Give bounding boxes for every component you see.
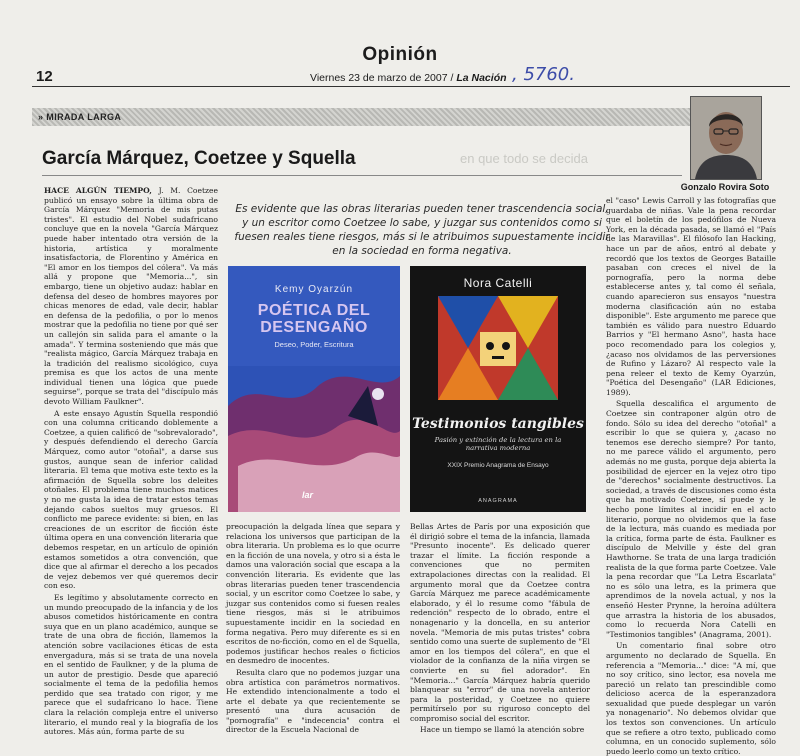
book1-title: POÉTICA DEL DESENGAÑO (257, 302, 371, 336)
dateline-separator: / (447, 72, 457, 84)
handwritten-annotation: , 5760. (512, 64, 575, 85)
headline-rule (42, 175, 682, 176)
book1-publisher-logo: lar (302, 490, 314, 500)
paragraph: Un comentario final sobre otro argumento no declarado de Squella. En referencia a "Memoria..." dice: "A mí, que no soy crítico, sino lector, esa novela me pareció un relato tan prescindible como delicioso acerca de la esperanzadora sexualidad que puede desplegar un varón ya nonagenario". No debemos olvidar que los textos son convenciones. Un artículo que se refiere a otro texto, publicado como columna, en un conocido suplemento, sólo puedo leerlo como un texto crítico. (606, 641, 776, 756)
paragraph (44, 186, 218, 407)
book2-title: Testimonios tangibles (412, 416, 584, 432)
book-cover-testimonios (410, 266, 586, 512)
author-byline: Gonzalo Rovira Soto (680, 182, 770, 192)
book2-author: Nora Catelli (463, 276, 533, 290)
book-cover-poetica (228, 266, 400, 512)
author-photo (690, 96, 762, 180)
author-portrait-icon (691, 97, 761, 179)
header-rule (32, 86, 790, 87)
lead-in: HACE ALGÚN TIEMPO, (44, 186, 152, 195)
book2-subtitle: Pasión y extinción de la lectura en la narrativa moderna (434, 436, 562, 452)
paragraph: Squella descalifica el argumento de Coetzee sin contraponer algún otro de fondo. Sólo su idea del derecho "otoñal" a escribir lo que se quiera y, ¿acaso no tenemos ese derecho siempre? Por tanto, no me parece válido el argumento, pero además no me gusta, porque deja abierta la posibilidad de ejercer en la vejez otro tipo de "derechos" socialmente destructivos. La sociedad, a través de discusiones como ésta que ha motivado Coetzee, sí puede y le hecho pone límites al incidir en el acto literario, porque no olvidemos que la fase de la lectura, más cuando es mediada por la crítica, forma parte de ésta. Faulkner es discípulo de Melville y éste del gran Hawthorne. Se trata de una larga tradición realista de la que forma parte Coetzee. Vale la pena recordar que "La Letra Escarlata" no es sólo una letra, es la primera que aprendimos de la novela actual, y nos la enseñó Hester Prynne, la heroína adúltera que arrastra la historia de los abusados, como lo recuerda Nora Catelli en "Testimonios tangibles" (Anagrama, 2001). (606, 399, 776, 639)
paragraph: Bellas Artes de París por una exposición que él dirigió sobre el tema de la infancia, llamada "Presunto inocente". Es delicado querer trazar el límite. La ficción responde a convenciones que no permiten extrapolaciones directas con la realidad. El argumento moral que da Coetzee contra García Márquez me parece académicamente elaborado, y él lo resume como "fábula de redención" respecto de lo obrado, entre el nonagenario y la doncella, en su anterior novela. "Memoria de mis putas tristes" cobra sentido como una suerte de suplemento de "El amor en los tiempos del cólera", en que el violador de la confianza de la niña virgen se convierte en su fiel adorador". En "Memoria..." García Márquez habría querido blanquear su "error" de una novela anterior para la posteridad, y Coetzee no quiere permitírselo por su riguroso concepto del compromiso social del escritor. (410, 522, 590, 723)
book2-prize: XXIX Premio Anagrama de Ensayo (447, 462, 549, 469)
column-label: » MIRADA LARGA (38, 112, 122, 122)
newspaper-name: La Nación (456, 72, 507, 84)
publication-date: Viernes 23 de marzo de 2007 (310, 72, 448, 84)
dateline (310, 72, 507, 84)
book1-author: Kemy Oyarzún (274, 284, 354, 295)
book1-subtitle: Deseo, Poder, Escritura (274, 340, 354, 349)
article-column-1 (44, 186, 219, 737)
paragraph: preocupación la delgada línea que separa y relaciona los universos que participan de la obra literaria. Un problema es lo que ocurre en la ficción de una novela, y otro si a ésta le damos una valoración social que escapa a la convención literaria. Es evidente que las obras literarias pueden tener trascendencia social, y un escritor como Coetzee lo sabe, y juzgar sus contenidos como si fuesen reales tiene riesgos, más si le atribuimos supuestamente incidir en la sociedad en forma negativa. Pero muy diferente es si en escritos de no-ficción, como en el de Squella, podemos justificar hechos reales o ficticios en desmedro de inocentes. (226, 522, 400, 666)
paragraph: A este ensayo Agustín Squella respondió con una columna criticando doblemente a Coetzee, a quien calificó de "sobrevalorado", y después defendiendo el derecho García Márquez, como autor "otoñal", a darse sus gustos, aunque sean de inferior calidad literaria. El tema que motiva este texto es la afirmación de Squella sobre los deleites otoñales. El problema tiene muchos matices y no me gusta la idea de tratar estos temas dejando cabos sueltos muy gruesos. El conflicto me parece evidente: si bien, en las creaciones de un escritor de ficción éste última opera en una convención literaria que debemos respetar, en un artículo de opinión estamos sometidos a otra convención, que dice que al afirmar el derecho a los pecados de vejez debemos ver qué queremos decir con eso. (44, 408, 218, 591)
book-cover-art-icon (410, 266, 586, 512)
pull-quote: Es evidente que las obras literarias pueden tener trascendencia social, y un escritor como Coetzee lo sabe, y juzgar sus contenidos como si fuesen reales tiene riesgos, más si le atribuimos supuestamente incidir en la sociedad en forma negativa. (234, 203, 610, 257)
bleed-through-text: en que todo se decida (460, 151, 588, 166)
book2-publisher: ANAGRAMA (478, 498, 518, 504)
paragraph: el "caso" Lewis Carroll y las fotografías que guardaba de niñas. Vale la pena recordar que el boletín de los pedófilos de Nueva York, en la década pasada, se llamó el "País de las Maravillas". El filósofo Ian Hacking, hace un par de años, entró al debate y recordó que los textos de Georges Bataille pasaban con creces el nivel de la pornografía, pero la norma debe establecerse antes y, tal como él señala, cuando aparecieron sus ensayos "nuestra moderna clasificación aún no estaba disponible". Este argumento me parece que también es válido para nuestro Eduardo Barrios y "El hermano Asno", hasta hace poco recomendado para los colegios y, ¿acaso nos olvidamos de las perversiones de Rufino y Lázaro? Al respecto vale la pena releer el texto de Kemy Oyarzún, "Poética del Desengaño" (LAR Ediciones, 1989). (606, 196, 776, 397)
article-headline: García Márquez, Coetzee y Squella (42, 148, 356, 169)
paragraph: Hace un tiempo se llamó la atención sobre (420, 725, 585, 735)
paragraph: Resulta claro que no podemos juzgar una obra artística con parámetros normativos. He extendido intencionalmente a todo el arte el debate ya que recientemente se presentó una dura acusación de "pornografía" e "indecencia" contra el director de la Escuela Nacional de (226, 667, 400, 735)
article-column-2 (226, 522, 400, 735)
column-band (32, 108, 690, 126)
page-number: 12 (36, 68, 53, 85)
article-column-4 (606, 196, 776, 756)
section-title: Opinión (362, 44, 438, 65)
paragraph: Es legítimo y absolutamente correcto en un mundo preocupado de la infancia y de los abusos cometidos históricamente en contra suya que en un plano académico, aunque se trate de una obra de ficción, llamemos la atención sobre vacilaciones éticas de esta envergadura, más si se trata de una novela en el sentido de Faulkner, y de la pluma de un autor de prestigio. Desde que apareció socialmente el tema de la pedofilia hemos perdido que sea tratado con rigor, y me parece que el sudafricano lo hace. Tiene clara la relación compleja entre el universo literario, el mundo real y la biografía de los autores. Más aún, forma parte de su (44, 592, 218, 737)
paragraph-text: J. M. Coetzee publicó un ensayo sobre la última obra de García Márquez "Memoria de mis putas tristes". El estudio del Nobel sudafricano concluye que en la novela "García Márquez puede haber intentado otra versión de la historia, artística y moralmente insatisfactoria, de Florentino y América en "El amor en los tiempos del cólera". Va más allá y propone que "Memoria...", sin embargo, tiene un objetivo audaz: hablar en defensa del deseo de hombres mayores por chicas menores de edad, vale decir, hablar en defensa de la pedofilia, o por lo menos mostrar que la pedofilia no tiene por qué ser un callejón sin salida para el amante o la amada". Y termina sosteniendo que más que "realista mágico, García Márquez trabaja en la tradición del realismo sicológico, cuya premisa es que los actos de una mente individual tienen una lógica que puede seguirse", porque se trata del "discípulo más devoto William Faulkner". (44, 186, 219, 407)
article-column-3 (410, 522, 590, 735)
